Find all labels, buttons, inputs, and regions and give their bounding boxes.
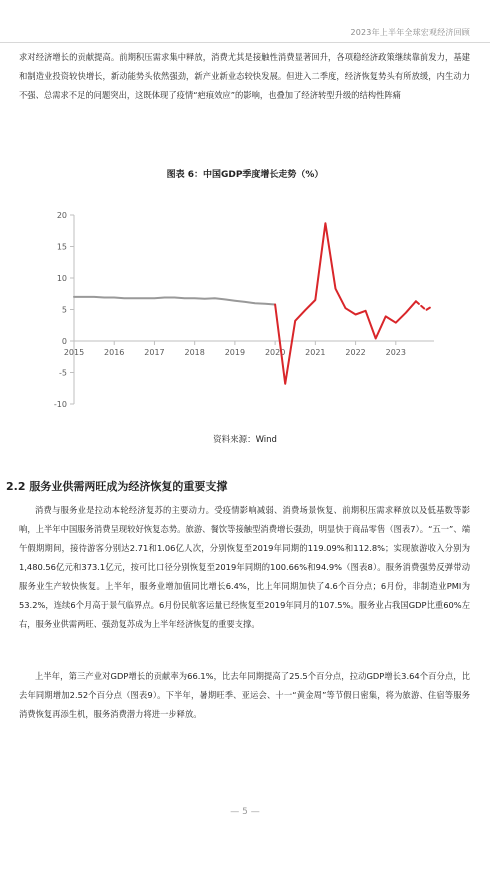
y-tick-label: 10: [56, 274, 67, 283]
services-paragraph-1: 消费与服务业是拉动本轮经济复苏的主要动力。受疫情影响减弱、消费场景恢复、前期积压需求释放以及低基数等影响，上半年中国服务消费呈现较好恢复态势。旅游、餐饮等接触型消费增长强劲，明显快于商品零售（图表7）。“五一”、端午假期期间，接待游客分别达2.71和1.06亿人次，分别恢复至2019年同期的119.09%和112.8%；实现旅游收入分别为1,480.56亿元和373.1亿元，按可比口径分别恢复至2019年同期的100.66%和94.9%（图表8）。服务消费强势反弹带动服务业生产较快恢复。上半年，服务业增加值同比增长6.4%，比上年同期加快了4.6个百分点；6月份，非制造业PMI为53.2%，连续6个月高于景气临界点。6月份民航客运量已经恢复至2019年同月的107.5%。服务业占我国GDP比重60%左右，服务业供需两旺、强劲复苏成为上半年经济恢复的重要支撑。: [19, 505, 470, 629]
page-header-title: 2023年上半年全球宏观经济回顾: [350, 28, 470, 37]
intro-paragraph: 求对经济增长的贡献提高。前期积压需求集中释放，消费尤其是接触性消费显著回升，各项稳经济政策继续靠前发力，基建和制造业投资较快增长，新动能势头依然强劲，新产业新业态较快发展。但进入二季度，经济恢复势头有所放缓，内生动力不强、总需求不足的问题突出，这既体现了疫情“疤痕效应”的影响，也叠加了经济转型升级的结构性阵痛: [19, 52, 470, 100]
y-tick-label: 0: [61, 337, 67, 346]
header-divider: [0, 42, 490, 43]
series-lines: [74, 223, 432, 384]
x-tick-label: 2021: [305, 348, 326, 357]
y-tick-label: -10: [53, 400, 67, 409]
y-tick-label: 20: [56, 211, 67, 220]
x-tick-label: 2015: [63, 348, 85, 357]
y-axis: [54, 211, 74, 409]
services-paragraph-2: 上半年，第三产业对GDP增长的贡献率为66.1%，比去年同期提高了25.5个百分点，拉动GDP增长3.64个百分点，比去年同期增加2.52个百分点（图表9）。下半年，暑期旺季、亚运会、十一“黄金周”等节假日密集，将为旅游、住宿等服务消费恢复再添生机，服务消费潜力将进一步释放。: [19, 671, 470, 719]
page-number: — 5 —: [230, 807, 260, 817]
figure-title: 图表 6：中国GDP季度增长走势（%）: [166, 170, 324, 180]
series-line-3: [416, 301, 432, 310]
gdp-line-chart: [0, 190, 490, 420]
x-tick-label: 2022: [345, 348, 366, 357]
series-line-2: [275, 223, 416, 384]
x-axis: [64, 341, 434, 357]
x-tick-label: 2020: [264, 348, 286, 357]
y-tick-label: 15: [56, 242, 67, 252]
x-tick-label: 2019: [224, 348, 246, 357]
x-tick-label: 2023: [385, 348, 406, 357]
x-tick-label: 2017: [144, 348, 165, 357]
section-heading: 2.2 服务业供需两旺成为经济恢复的重要支撑: [6, 480, 228, 493]
y-tick-label: 5: [61, 305, 67, 315]
figure-source: 资料来源：Wind: [213, 435, 277, 445]
series-line-1: [74, 297, 275, 305]
x-tick-label: 2018: [184, 348, 205, 357]
y-tick-label: -5: [59, 368, 67, 378]
x-tick-label: 2016: [104, 348, 125, 357]
